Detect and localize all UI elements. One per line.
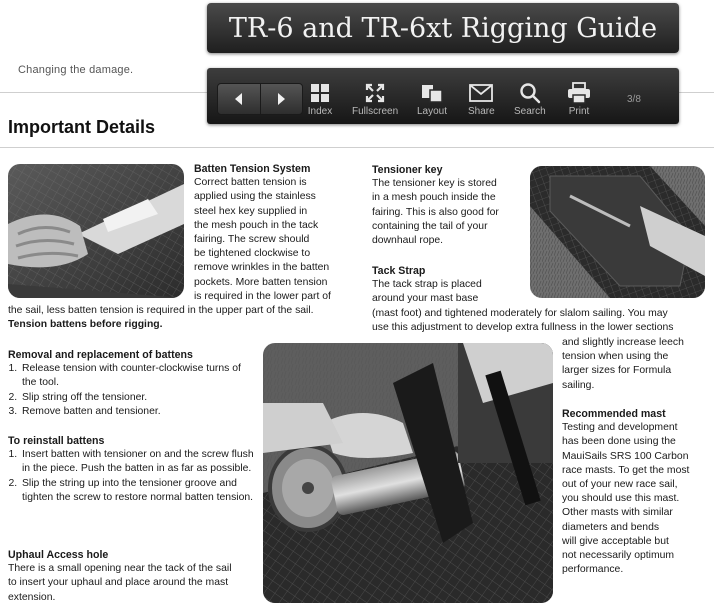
mast-line: performance. [562, 564, 624, 576]
tack-strap-line: and slightly increase leech [562, 337, 684, 348]
recommended-mast-heading: Recommended mast [562, 408, 666, 420]
grid-icon [307, 80, 333, 106]
search-label: Search [514, 106, 546, 117]
removal-heading: Removal and replacement of battens [8, 349, 193, 361]
tack-strap-line: (mast foot) and tightened moderately for slalom sailing. You may [372, 307, 668, 319]
batten-tension-line: is required in the lower part of [194, 290, 331, 302]
section-divider [0, 147, 714, 148]
batten-tension-photo [8, 164, 184, 298]
batten-tension-note: Tension battens before rigging. [8, 319, 163, 331]
tack-strap-photo [263, 343, 553, 603]
layout-icon [419, 80, 445, 106]
printer-icon [566, 80, 592, 106]
tack-strap-line: tension when using the [562, 351, 669, 363]
recommended-mast-section [562, 407, 712, 577]
cut-off-text: Changing the damage. [18, 64, 134, 76]
tack-strap-section [372, 264, 712, 335]
share-button[interactable] [468, 80, 495, 117]
batten-tension-section [194, 162, 366, 304]
section-title: Important Details [8, 117, 156, 137]
reinstall-step: 1. Insert batten with tensioner on and the screw flush in the piece. Push the batten in as far as possible. [20, 448, 258, 476]
arrow-left-icon [234, 93, 244, 105]
batten-tension-line: pockets. More batten tension [194, 276, 328, 288]
fullscreen-button[interactable] [352, 80, 398, 117]
page-title: TR-6 and TR-6xt Rigging Guide [228, 12, 658, 44]
search-icon [517, 80, 543, 106]
batten-tension-heading: Batten Tension System [194, 163, 311, 175]
fullscreen-label: Fullscreen [352, 106, 399, 117]
search-button[interactable] [514, 80, 546, 117]
tensioner-key-line: downhaul rope. [372, 235, 444, 247]
batten-tension-line: the sail, less batten tension is required in the upper part of the sail. [8, 305, 314, 316]
page-nav [217, 83, 303, 115]
uphaul-line: There is a small opening near the tack of the sail [8, 563, 232, 575]
removal-step: 3. Remove batten and tensioner. [20, 405, 258, 419]
reinstall-step: 2. Slip the string up into the tensioner groove and tighten the screw to restore normal batten tension. [20, 477, 258, 505]
mast-line: MauiSails SRS 100 Carbon [562, 450, 689, 462]
share-label: Share [468, 106, 495, 117]
tensioner-key-section [372, 163, 522, 248]
batten-tension-line: steel hex key supplied in [194, 205, 308, 217]
tensioner-key-line: fairing. This is also good for [372, 206, 499, 218]
tack-strap-heading: Tack Strap [372, 265, 426, 277]
tack-strap-line: larger sizes for Formula [562, 365, 672, 377]
page-indicator: 3/8 [627, 94, 641, 105]
mast-line: diameters and bends [562, 521, 660, 533]
removal-step: 1. Release tension with counter-clockwise turns of the tool. [20, 362, 258, 390]
tack-strap-continued [562, 336, 712, 393]
reinstall-section [8, 434, 258, 505]
tack-strap-line: sailing. [562, 379, 595, 391]
index-label: Index [307, 106, 333, 117]
title-bar [207, 3, 679, 53]
uphaul-line: to insert your uphaul and place around the mast [8, 577, 229, 589]
fullscreen-icon [362, 80, 388, 106]
mast-line: not necessarily optimum [562, 550, 675, 562]
reinstall-heading: To reinstall battens [8, 435, 105, 447]
mail-icon [468, 80, 494, 106]
arrow-right-icon [276, 93, 286, 105]
batten-tension-line: be tightened clockwise to [194, 248, 311, 260]
batten-tension-line: applied using the stainless [194, 191, 316, 203]
batten-tension-continued [8, 304, 368, 332]
mast-line: Testing and development [562, 422, 678, 434]
tensioner-key-heading: Tensioner key [372, 164, 443, 176]
tack-strap-line: use this adjustment to develop extra fullness in the lower sections [372, 321, 674, 333]
tack-strap-line: around your mast base [372, 293, 479, 305]
tack-strap-line: The tack strap is placed [372, 279, 482, 291]
mast-line: out of your new race sail, [562, 479, 678, 491]
mast-line: you should use this mast. [562, 493, 680, 505]
uphaul-line: extension. [8, 591, 56, 603]
print-button[interactable] [566, 80, 592, 117]
batten-tension-line: fairing. The screw should [194, 234, 310, 246]
tensioner-key-line: in a mesh pouch inside the [372, 192, 496, 204]
mast-line: race masts. To get the most [562, 464, 690, 476]
batten-tension-line: the mesh pouch in the tack [194, 219, 319, 231]
layout-button[interactable] [417, 80, 447, 117]
index-button[interactable] [307, 80, 333, 117]
uphaul-section [8, 548, 263, 605]
removal-section [8, 348, 258, 419]
mast-line: will give acceptable but [562, 535, 669, 547]
mast-line: has been done using the [562, 436, 676, 448]
removal-step: 2. Slip string off the tensioner. [20, 391, 258, 405]
uphaul-heading: Uphaul Access hole [8, 549, 109, 561]
viewer-toolbar [207, 68, 679, 124]
batten-tension-line: Correct batten tension is [194, 177, 307, 189]
next-page-button[interactable] [261, 84, 303, 114]
tensioner-key-line: containing the tail of your [372, 220, 488, 232]
tensioner-key-line: The tensioner key is stored [372, 178, 497, 190]
layout-label: Layout [417, 106, 448, 117]
batten-tension-line: remove wrinkles in the batten [194, 262, 330, 274]
print-label: Print [568, 106, 590, 117]
mast-line: Other masts with similar [562, 507, 673, 519]
prev-page-button[interactable] [218, 84, 261, 114]
